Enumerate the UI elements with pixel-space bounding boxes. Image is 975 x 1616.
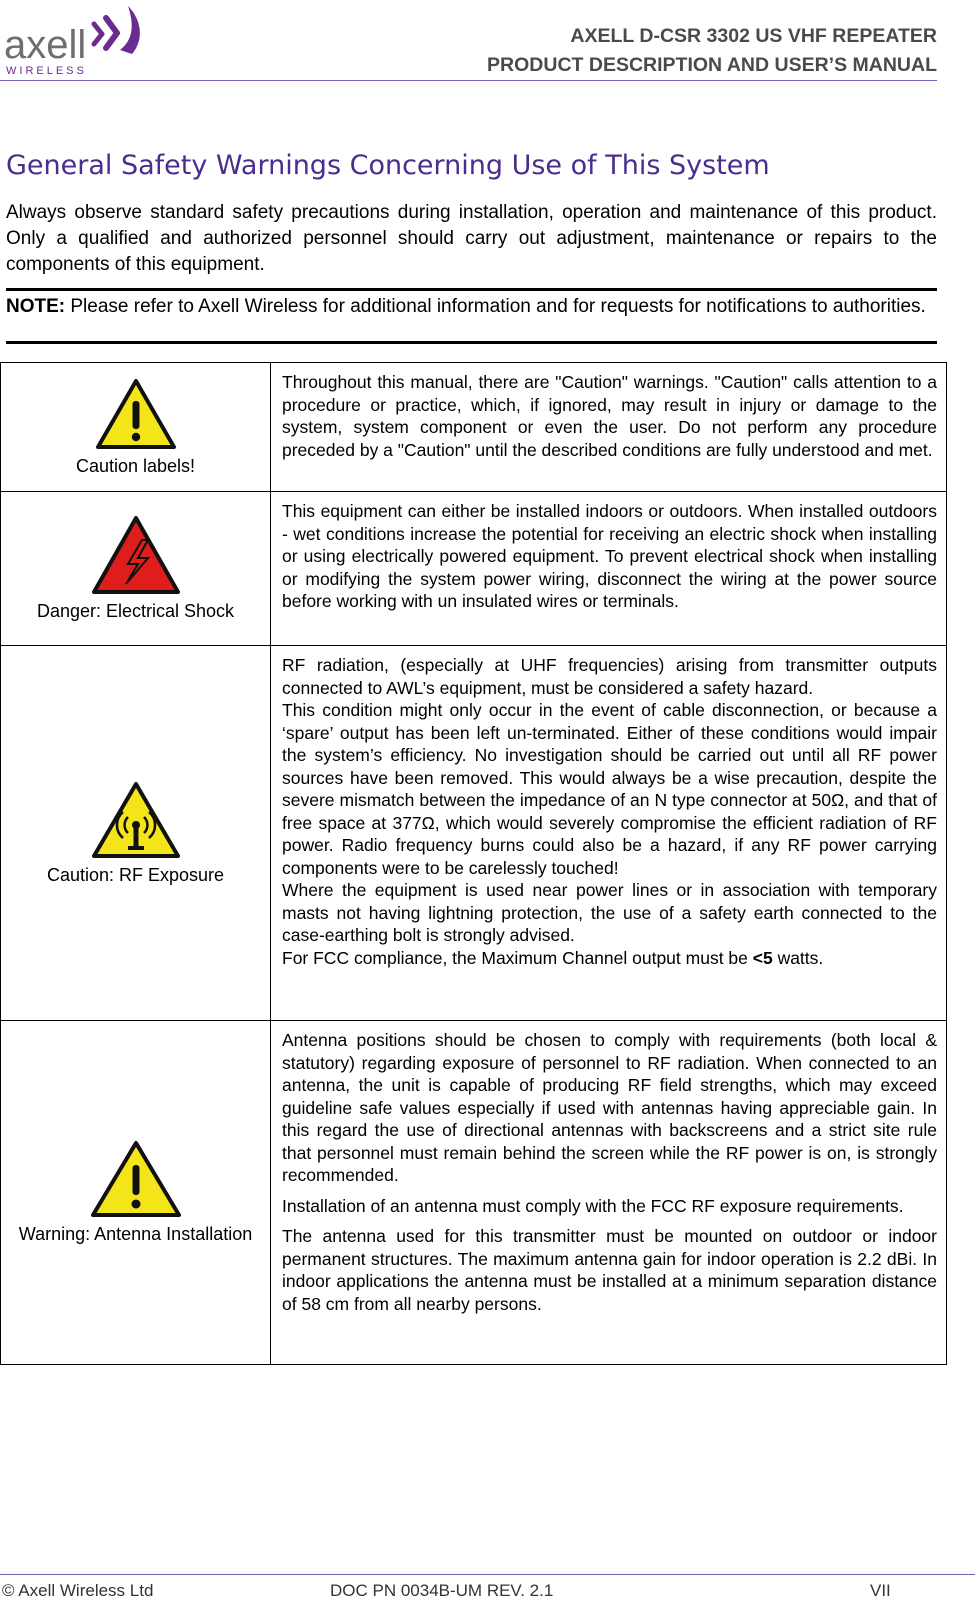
section-title: General Safety Warnings Concerning Use of This System <box>6 150 770 181</box>
logo-wordmark: axell <box>4 23 87 67</box>
table-row <box>1 492 947 646</box>
warning-description <box>271 646 947 1021</box>
warning-paragraph: Antenna positions should be chosen to comply with requirements (both local & statutory) regarding exposure of personnel to RF radiation. When connected to an antenna, the unit is capable of producing RF field strengths, which may exceed guideline safe values especially if used with antennas having appreciable gain. In this regard the use of directional antennas with backscreens and a strict site rule that personnel must remain behind the screen while the RF power is on, is strongly recommended. <box>282 1030 937 1185</box>
note-body: Please refer to Axell Wireless for additional information and for requests for notifications to authorities. <box>65 296 926 317</box>
fcc-max-output: <5 <box>752 947 773 968</box>
footer-divider <box>0 1574 975 1575</box>
axell-wireless-logo <box>2 0 152 78</box>
warning-description <box>271 363 947 492</box>
intro-paragraph: Always observe standard safety precautions during installation, operation and maintenance of this product. Only a qualified and authorized personnel should carry out adjustment, maintenance or repairs to the components of this equipment. <box>6 202 937 275</box>
warning-description <box>271 492 947 646</box>
note-text <box>6 291 937 320</box>
page-header <box>0 0 975 86</box>
warning-paragraph: RF radiation, (especially at UHF frequencies) arising from transmitter outputs connected to AWL’s equipment, must be considered a safety hazard. <box>282 655 937 698</box>
logo-chevron-small <box>94 24 102 44</box>
warning-label: Warning: Antenna Installation <box>18 1224 253 1244</box>
warning-paragraph: This equipment can either be installed indoors or outdoors. When installed outdoors - wet conditions increase the potential for receiving an electric shock when installing or using electrically powered equipment. To prevent electrical shock when installing or modifying the system power wiring, disconnect the wiring at the power source before working with un insulated wires or terminals. <box>282 501 937 611</box>
document-title-line1: AXELL D-CSR 3302 US VHF REPEATER <box>570 25 937 47</box>
warning-description <box>271 1021 947 1365</box>
logo-chevron-medium <box>106 18 117 48</box>
table-row <box>1 1021 947 1365</box>
footer-doc-number: DOC PN 0034B-UM REV. 2.1 <box>330 1581 554 1600</box>
table-row <box>1 363 947 492</box>
warning-paragraph: Throughout this manual, there are "Caution" warnings. "Caution" calls attention to a procedure or practice, which, if ignored, may result in injury or damage to the system, system component or even the user. Do not perform any procedure preceded by a "Caution" until the described conditions are fully understood and met. <box>282 372 937 460</box>
logo-subtitle: WIRELESS <box>6 65 87 77</box>
warning-icon-cell <box>1 492 271 646</box>
warning-paragraph: Installation of an antenna must comply with the FCC RF exposure requirements. <box>282 1195 904 1216</box>
note-box <box>6 288 937 344</box>
warning-label: Danger: Electrical Shock <box>36 601 235 621</box>
fcc-compliance-line <box>282 947 937 970</box>
fcc-suffix: watts. <box>772 947 824 968</box>
warning-icon-cell <box>1 1021 271 1365</box>
footer-page-number: VII <box>870 1581 891 1600</box>
safety-warnings-table <box>0 362 947 1365</box>
rf-exposure-icon <box>90 780 182 860</box>
warning-paragraph: The antenna used for this transmitter must be mounted on outdoor or indoor permanent structures. The maximum antenna gain for indoor operation is 2.2 dBi. In indoor applications the antenna must be installed at a minimum separation distance of 58 cm from all nearby persons. <box>282 1226 937 1314</box>
logo-swoosh <box>120 6 140 54</box>
fcc-prefix: For FCC compliance, the Maximum Channel output must be <box>282 947 753 968</box>
document-title <box>487 22 937 80</box>
header-divider <box>0 80 937 81</box>
document-title-line2: PRODUCT DESCRIPTION AND USER’S MANUAL <box>487 54 937 76</box>
footer-copyright: © Axell Wireless Ltd <box>2 1581 154 1600</box>
warning-label: Caution: RF Exposure <box>46 864 225 885</box>
warning-paragraph: Where the equipment is used near power lines or in association with temporary masts not having lightning protection, the use of a safety earth connected to the case-earthing bolt is strongly advised. <box>282 880 937 945</box>
warning-triangle-icon <box>89 1139 183 1219</box>
warning-label: Caution labels! <box>75 455 196 476</box>
warning-icon-cell <box>1 363 271 492</box>
warning-paragraph: This condition might only occur in the event of cable disconnection, or because a ‘spare’ output has been left un-terminated. Either of these conditions would impair the system’s efficiency. No investigation should be carried out until all RF power sources have been removed. This would always be a wise precaution, despite the severe mismatch between the impedance of an N type connector at 50Ω, and that of free space at 377Ω, which would severely compromise the efficient radiation of RF power. Radio frequency burns could also be a hazard, if any RF power carrying components were to be carelessly touched! <box>282 700 937 878</box>
electrical-shock-icon <box>90 514 182 596</box>
caution-triangle-icon <box>94 377 178 451</box>
table-row <box>1 646 947 1021</box>
note-label: NOTE: <box>6 296 66 317</box>
warning-icon-cell <box>1 646 271 1021</box>
